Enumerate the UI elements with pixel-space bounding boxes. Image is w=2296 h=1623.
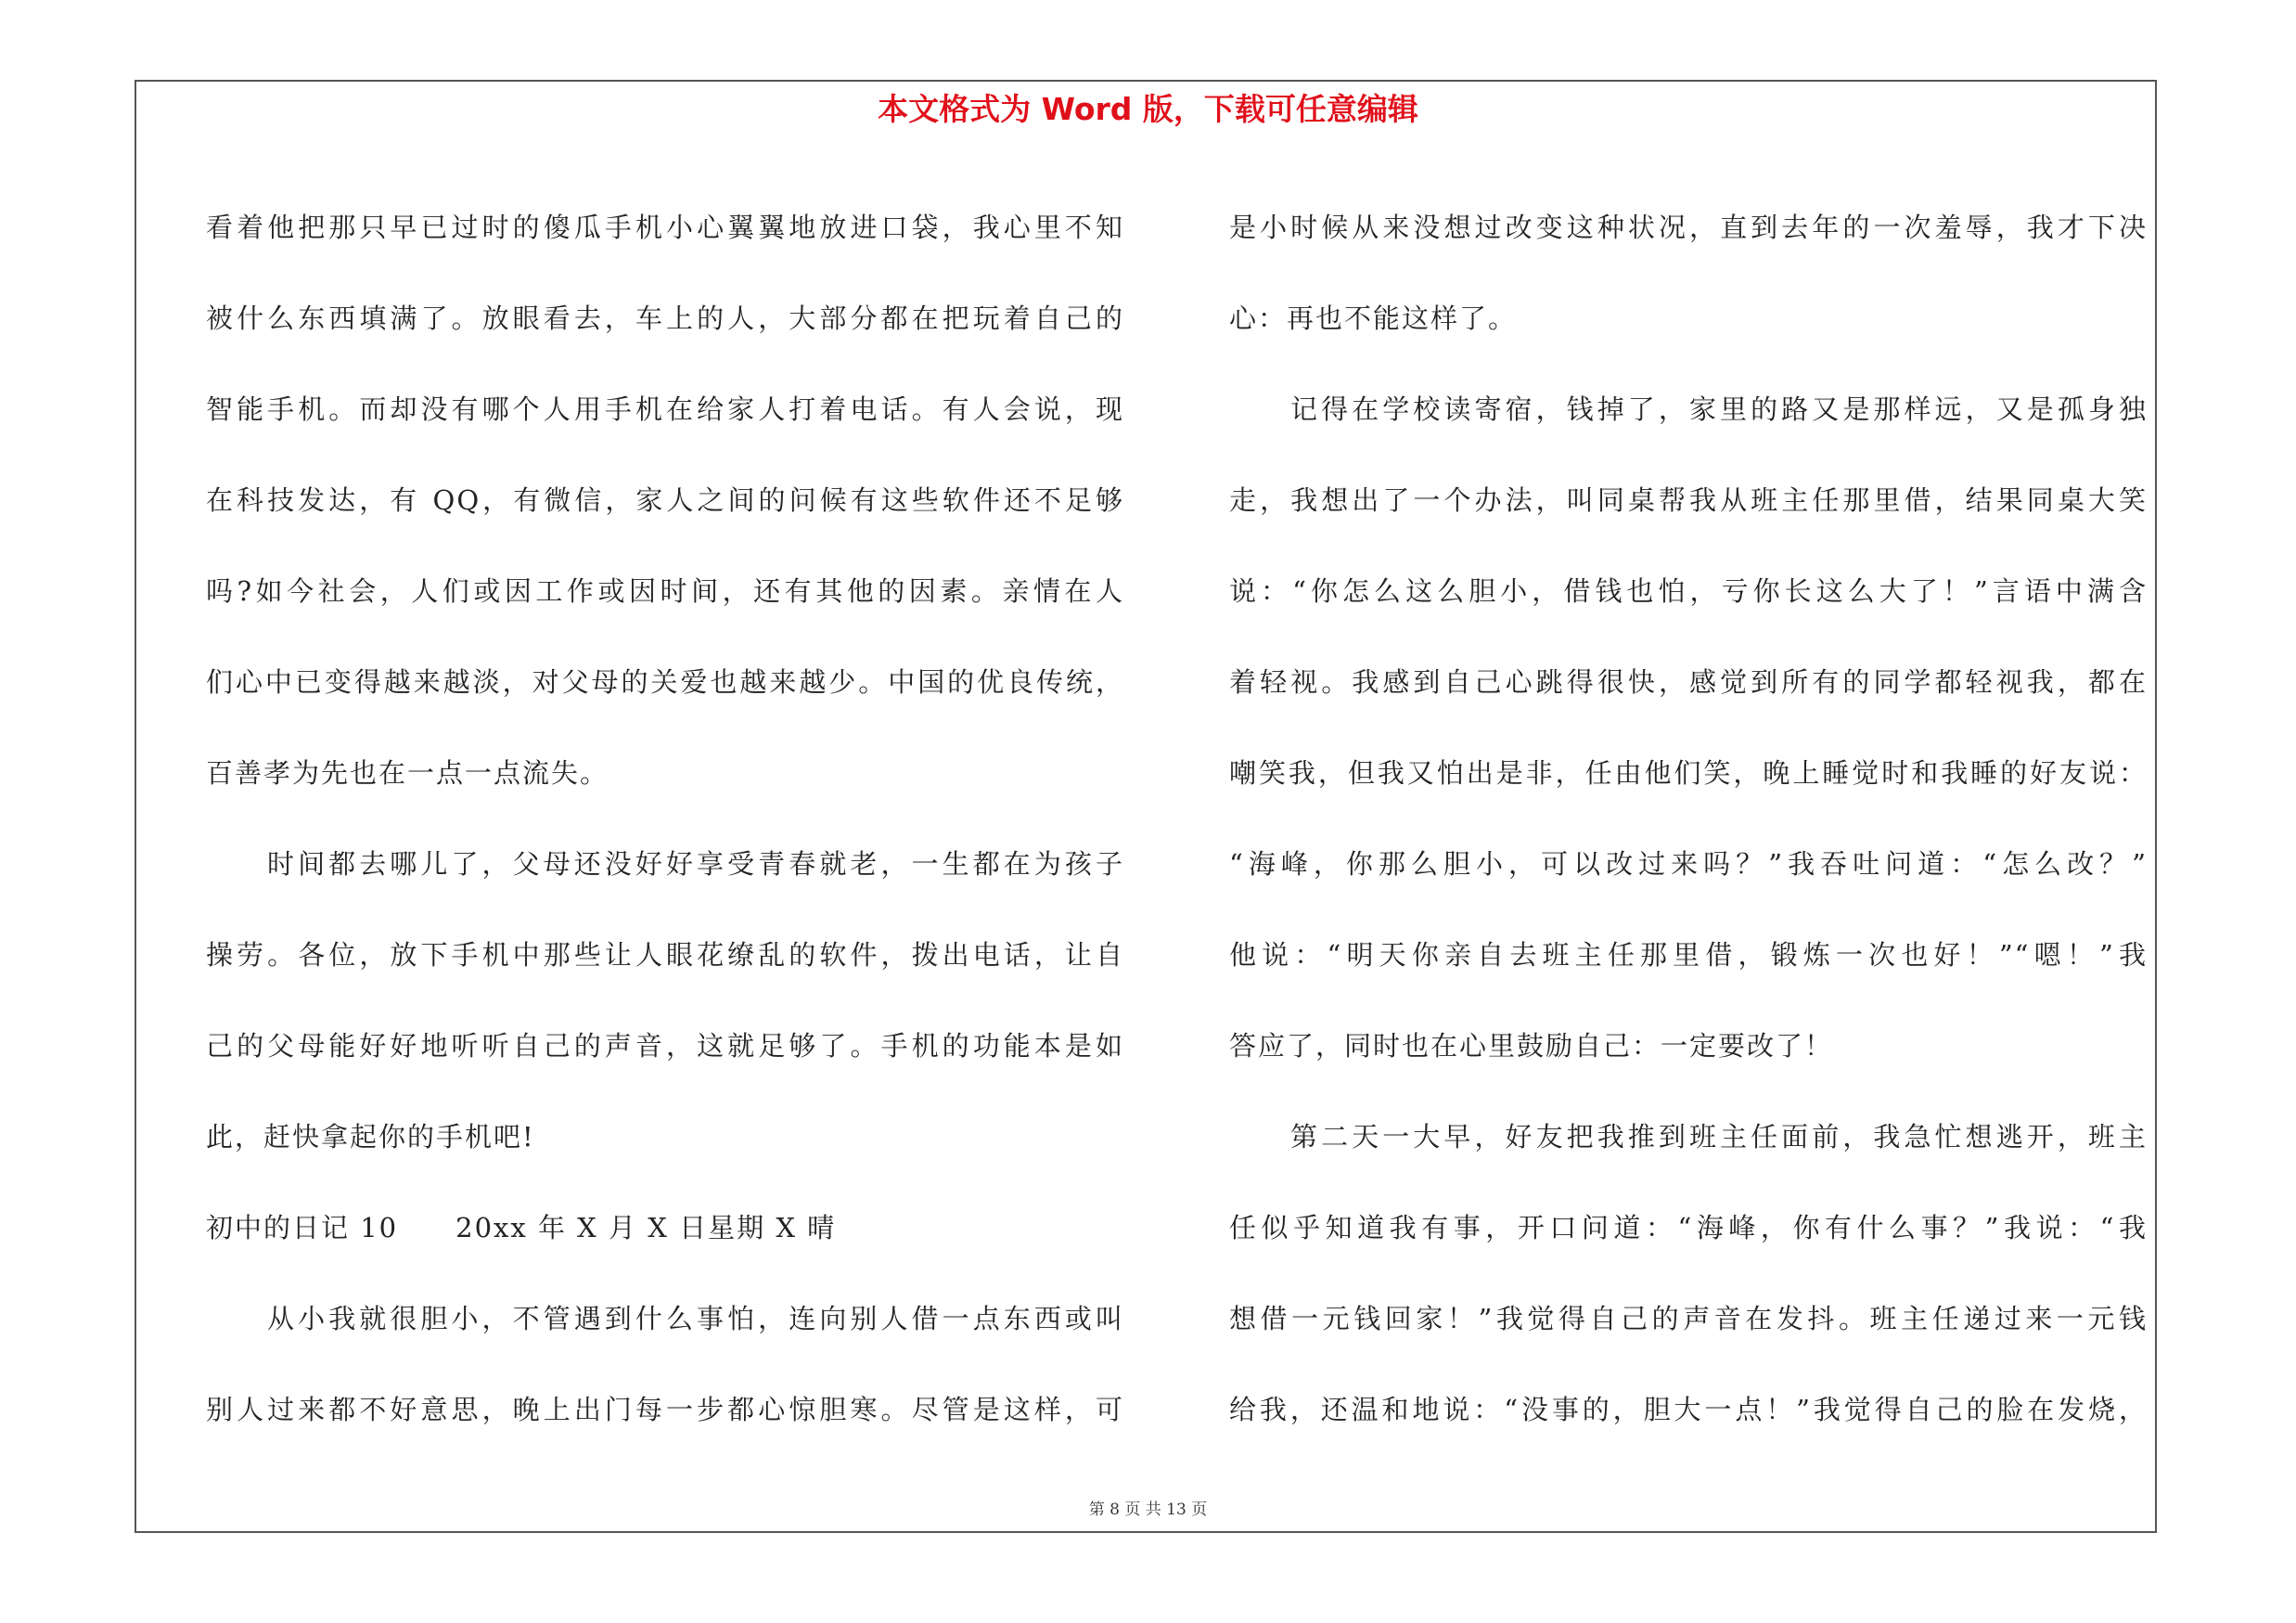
left-column-text-line: 看着他把那只早已过时的傻瓜手机小心翼翼地放进口袋，我心里不知: [206, 212, 1124, 243]
left-column-text-line: 此，赶快拿起你的手机吧!: [206, 1121, 535, 1153]
right-text-column: [1229, 182, 2148, 1455]
right-column-text-line: 走，我想出了一个办法，叫同桌帮我从班主任那里借，结果同桌大笑: [1229, 484, 2148, 516]
left-column-text-line: 在科技发达，有 QQ，有微信，家人之间的问候有这些软件还不足够: [206, 484, 1124, 516]
right-column-text-line: 给我，还温和地说：“没事的，胆大一点！”我觉得自己的脸在发烧，: [1229, 1394, 2148, 1425]
right-column-text-line: 说：“你怎么这么胆小，借钱也怕，亏你长这么大了！”言语中满含: [1229, 575, 2148, 607]
right-column-text-line: 任似乎知道我有事，开口问道：“海峰，你有什么事？”我说：“我: [1229, 1212, 2148, 1243]
right-column-text-line: 记得在学校读寄宿，钱掉了，家里的路又是那样远，又是孤身独: [1290, 393, 2148, 425]
left-column-text-line: 吗?如今社会，人们或因工作或因时间，还有其他的因素。亲情在人: [206, 575, 1124, 607]
right-column-text-line: “海峰，你那么胆小，可以改过来吗？”我吞吐问道：“怎么改？”: [1229, 848, 2148, 880]
left-column-text-line: 被什么东西填满了。放眼看去，车上的人，大部分都在把玩着自己的: [206, 303, 1124, 334]
left-column-text-line: 别人过来都不好意思，晚上出门每一步都心惊胆寒。尽管是这样，可: [206, 1394, 1124, 1425]
left-column-text-line: 智能手机。而却没有哪个人用手机在给家人打着电话。有人会说，现: [206, 393, 1124, 425]
left-column-text-line: 操劳。各位，放下手机中那些让人眼花缭乱的软件，拨出电话，让自: [206, 939, 1124, 971]
right-column-text-line: 心：再也不能这样了。: [1229, 303, 1518, 334]
right-column-text-line: 嘲笑我，但我又怕出是非，任由他们笑，晚上睡觉时和我睡的好友说：: [1229, 757, 2148, 789]
right-column-text-line: 想借一元钱回家！”我觉得自己的声音在发抖。班主任递过来一元钱: [1229, 1303, 2148, 1334]
page-number-footer: 第 8 页 共 13 页: [1088, 1501, 1208, 1519]
right-column-text-line: 第二天一大早，好友把我推到班主任面前，我急忙想逃开，班主: [1290, 1121, 2148, 1153]
left-column-text-line: 初中的日记 10 20xx 年 X 月 X 日星期 X 晴: [206, 1212, 837, 1243]
left-column-text-line: 从小我就很胆小，不管遇到什么事怕，连向别人借一点东西或叫: [267, 1303, 1124, 1334]
left-text-column: [206, 182, 1124, 1455]
right-column-text-line: 是小时候从来没想过改变这种状况，直到去年的一次羞辱，我才下决: [1229, 212, 2148, 243]
right-column-text-line: 着轻视。我感到自己心跳得很快，感觉到所有的同学都轻视我，都在: [1229, 666, 2148, 698]
left-column-text-line: 百善孝为先也在一点一点流失。: [206, 757, 609, 789]
editable-notice-banner: 本文格式为 Word 版，下载可任意编辑: [878, 91, 1418, 127]
right-column-text-line: 他说：“明天你亲自去班主任那里借，锻炼一次也好！”“嗯！”我: [1229, 939, 2148, 971]
left-column-text-line: 己的父母能好好地听听自己的声音，这就足够了。手机的功能本是如: [206, 1030, 1124, 1062]
left-column-text-line: 时间都去哪儿了，父母还没好好享受青春就老，一生都在为孩子: [267, 848, 1124, 880]
right-column-text-line: 答应了，同时也在心里鼓励自己：一定要改了！: [1229, 1030, 1834, 1062]
left-column-text-line: 们心中已变得越来越淡，对父母的关爱也越来越少。中国的优良传统，: [206, 666, 1124, 698]
